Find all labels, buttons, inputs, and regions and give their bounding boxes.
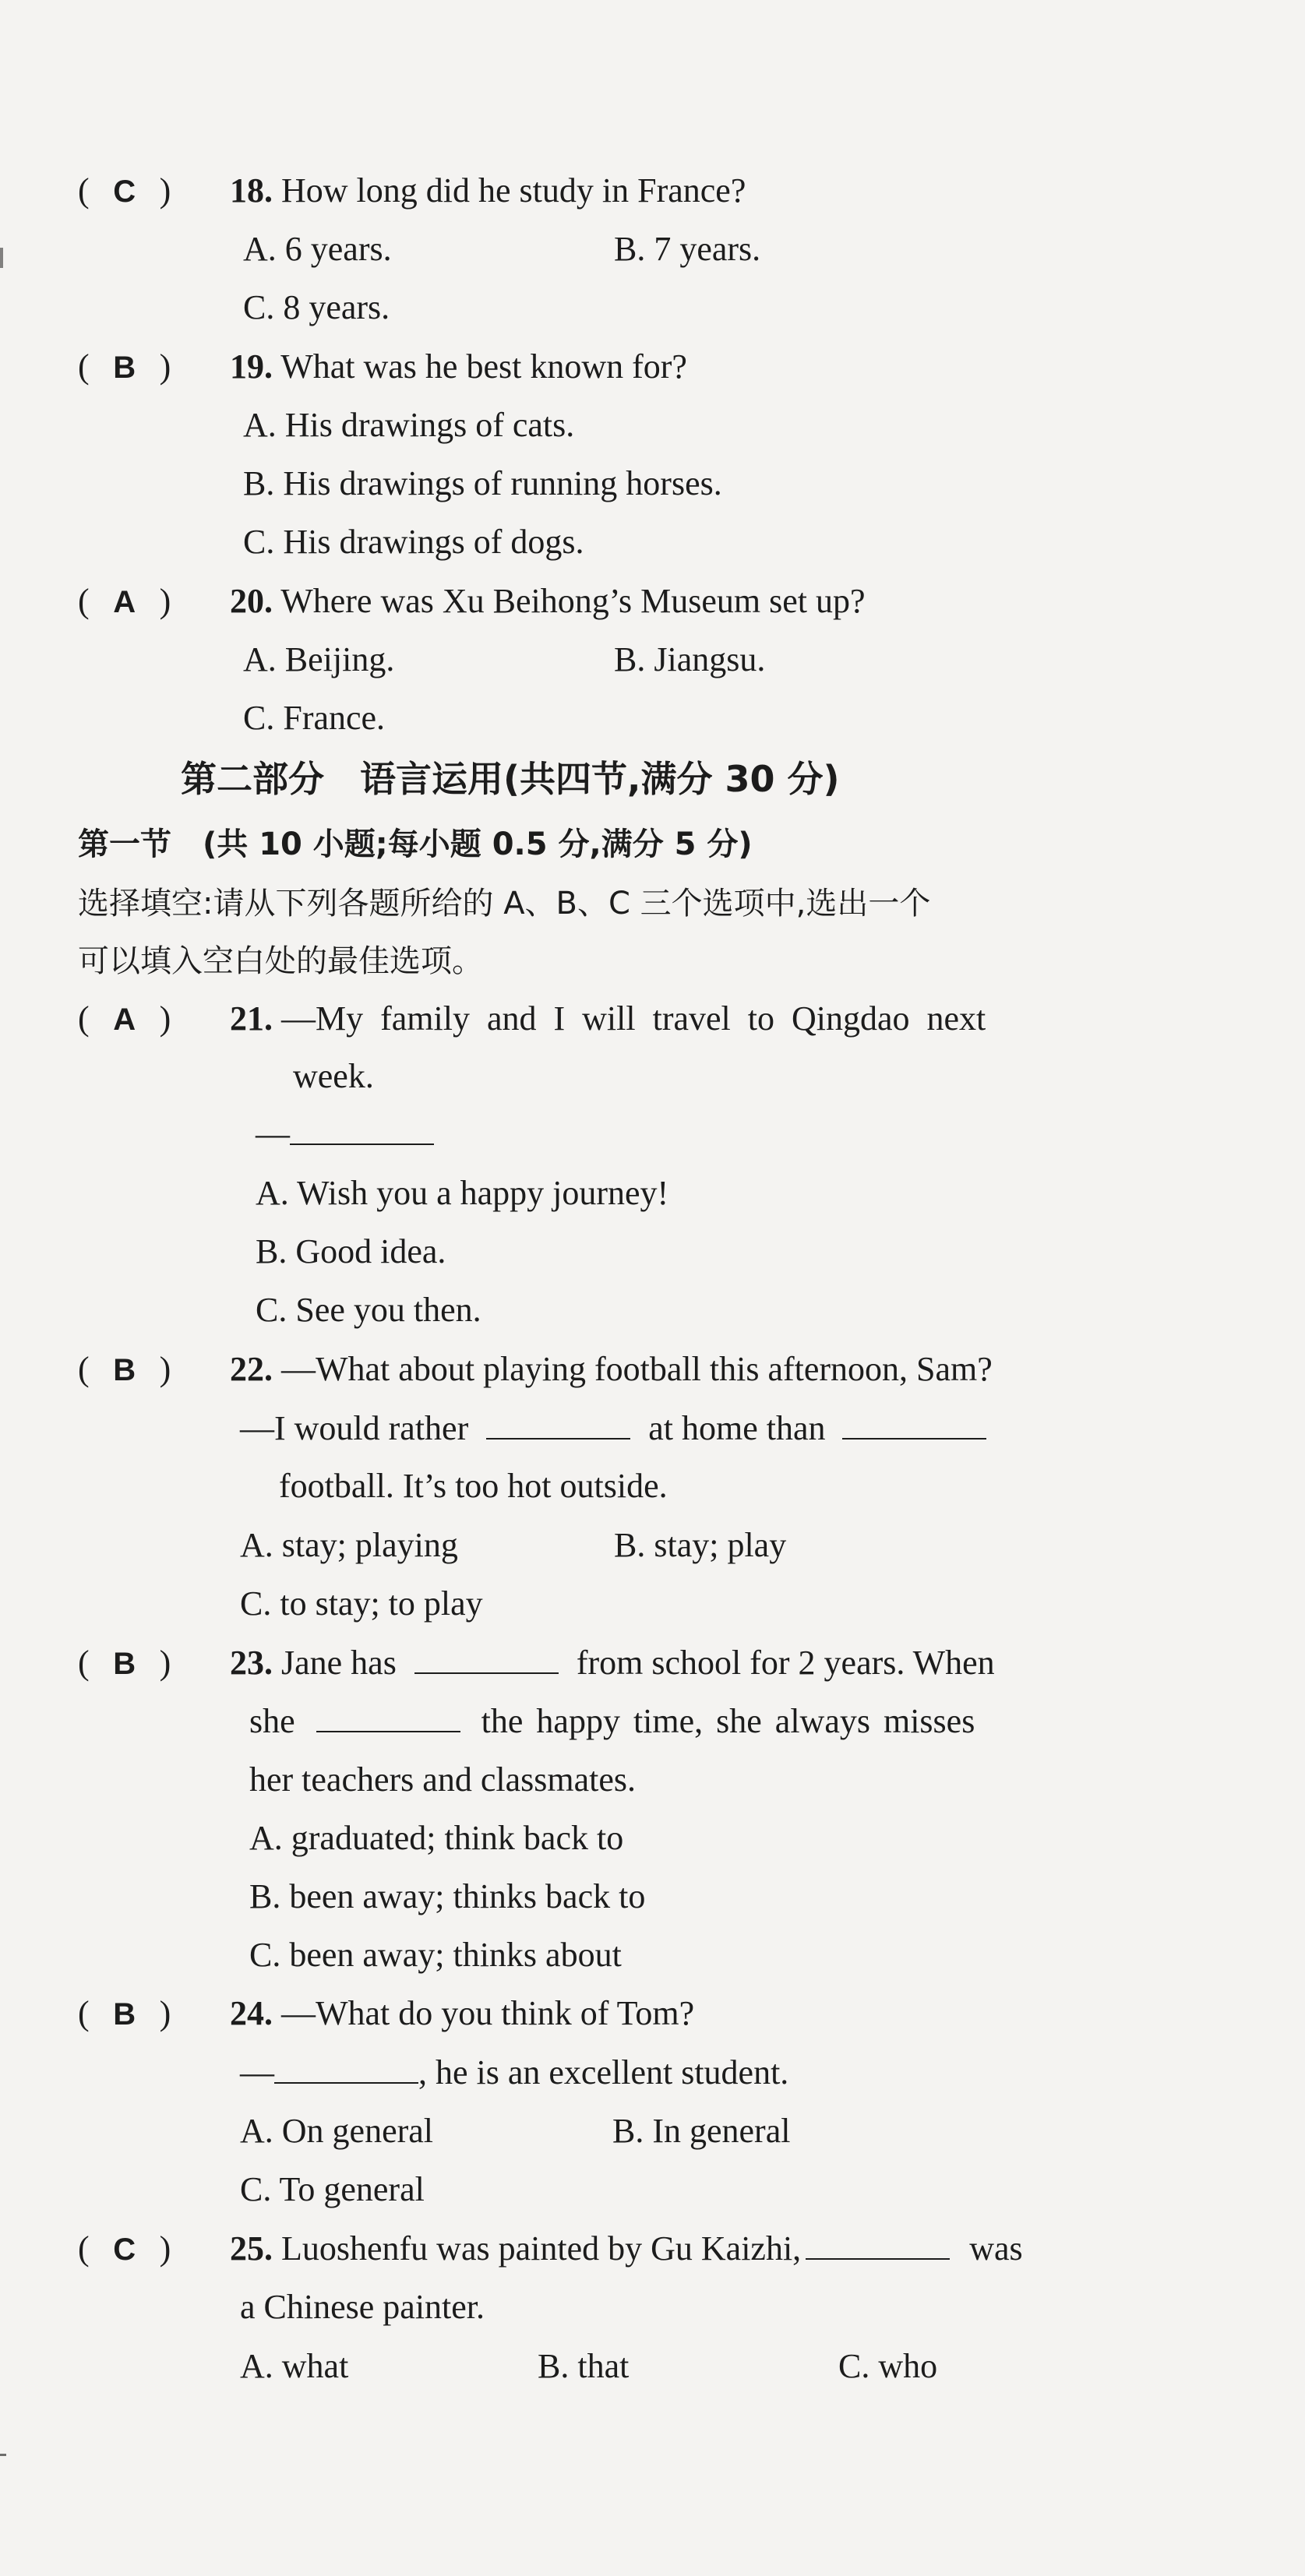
option-18-c: C. 8 years. [243, 288, 390, 326]
answer-bracket: ( B ) [78, 1641, 230, 1686]
answer-18: C [113, 174, 136, 209]
section-subtitle: 第一节 (共 10 小题;每小题 0.5 分,满分 5 分) [78, 826, 753, 862]
scan-mark [0, 2454, 6, 2456]
question-20 [78, 580, 866, 624]
option-20-a: A. Beijing. [243, 640, 395, 678]
question-25: ( C ) 25. Luoshenfu was painted by Gu Kaizhi, was [78, 2227, 1023, 2271]
option-20-c: C. France. [243, 699, 386, 737]
answer-blank[interactable] [842, 1407, 986, 1440]
option-22-b: B. stay; play [614, 1526, 787, 1564]
question-22 [78, 1348, 993, 1392]
question-number: 19. [230, 347, 273, 386]
option-21-a: A. Wish you a happy journey! [256, 1174, 669, 1212]
answer-bracket: ( C ) [78, 169, 230, 213]
option-23-a: A. graduated; think back to [249, 1819, 624, 1857]
scan-mark [0, 248, 3, 268]
answer-blank[interactable] [316, 1700, 460, 1732]
question-21-reply: — [256, 1112, 434, 1156]
question-number: 20. [230, 582, 273, 620]
answer-21: A [113, 1003, 136, 1037]
question-text: Where was Xu Beihong’s Museum set up? [280, 582, 866, 620]
answer-blank[interactable] [414, 1641, 559, 1674]
question-text: What was he best known for? [280, 347, 687, 386]
option-19-b: B. His drawings of running horses. [243, 464, 722, 502]
question-19 [78, 345, 687, 389]
instruction-line-2: 可以填入空白处的最佳选项。 [78, 943, 483, 979]
question-23-line-2: she the happy time, she always misses [249, 1700, 975, 1743]
option-18-b: B. 7 years. [614, 230, 761, 268]
option-25-a: A. what [240, 2347, 349, 2385]
question-23: ( B ) 23. Jane has from school for 2 years. When [78, 1641, 995, 1686]
answer-blank[interactable] [486, 1407, 630, 1440]
question-text: —What do you think of Tom? [281, 1994, 695, 2032]
question-22-line-2: —I would rather at home than [240, 1407, 986, 1450]
option-20-b: B. Jiangsu. [614, 640, 766, 678]
answer-blank[interactable] [806, 2227, 950, 2260]
answer-blank[interactable] [290, 1112, 434, 1145]
option-23-c: C. been away; thinks about [249, 1936, 622, 1974]
question-25-line-2: a Chinese painter. [240, 2288, 485, 2326]
option-22-c: C. to stay; to play [240, 1584, 483, 1623]
answer-20: A [113, 585, 136, 619]
option-24-c: C. To general [240, 2170, 425, 2208]
question-number: 23. [230, 1644, 273, 1682]
option-21-c: C. See you then. [256, 1291, 481, 1329]
option-25-c: C. who [838, 2347, 938, 2385]
section-title: 第二部分 语言运用(共四节,满分 30 分) [181, 758, 840, 800]
option-18-a: A. 6 years. [243, 230, 392, 268]
question-number: 18. [230, 171, 273, 210]
answer-24: B [113, 1997, 136, 2032]
question-18 [78, 169, 746, 213]
question-number: 22. [230, 1350, 273, 1388]
answer-bracket: ( B ) [78, 1348, 230, 1392]
answer-23: B [113, 1647, 136, 1681]
answer-bracket: ( A ) [78, 580, 230, 624]
question-24 [78, 1992, 694, 2036]
answer-bracket: ( B ) [78, 345, 230, 389]
question-24-line-2: — , he is an excellent student. [240, 2051, 788, 2095]
question-number: 24. [230, 1994, 273, 2032]
option-25-b: B. that [538, 2347, 630, 2385]
option-22-a: A. stay; playing [240, 1526, 458, 1564]
question-22-line-3: football. It’s too hot outside. [279, 1467, 668, 1505]
instruction-line-1: 选择填空:请从下列各题所给的 A、B、C 三个选项中,选出一个 [78, 886, 931, 922]
question-21 [78, 997, 1069, 1041]
option-24-b: B. In general [612, 2112, 791, 2150]
option-19-c: C. His drawings of dogs. [243, 523, 584, 561]
answer-bracket: ( C ) [78, 2227, 230, 2271]
question-23-line-3: her teachers and classmates. [249, 1760, 636, 1799]
answer-19: B [113, 351, 136, 385]
question-number: 25. [230, 2229, 273, 2268]
answer-bracket: ( B ) [78, 1992, 230, 2036]
answer-22: B [113, 1353, 136, 1387]
answer-blank[interactable] [274, 2051, 418, 2084]
question-text: —What about playing football this afternoon, Sam? [281, 1350, 993, 1388]
answer-25: C [113, 2232, 136, 2267]
option-23-b: B. been away; thinks back to [249, 1877, 646, 1915]
answer-bracket: ( A ) [78, 997, 230, 1041]
option-24-a: A. On general [240, 2112, 434, 2150]
question-21-line-2: week. [293, 1057, 374, 1095]
option-21-b: B. Good idea. [256, 1232, 446, 1270]
question-number: 21. [230, 999, 273, 1038]
question-text: How long did he study in France? [281, 171, 746, 210]
question-text: —My family and I will travel to Qingdao next [281, 999, 986, 1038]
option-19-a: A. His drawings of cats. [243, 406, 575, 444]
